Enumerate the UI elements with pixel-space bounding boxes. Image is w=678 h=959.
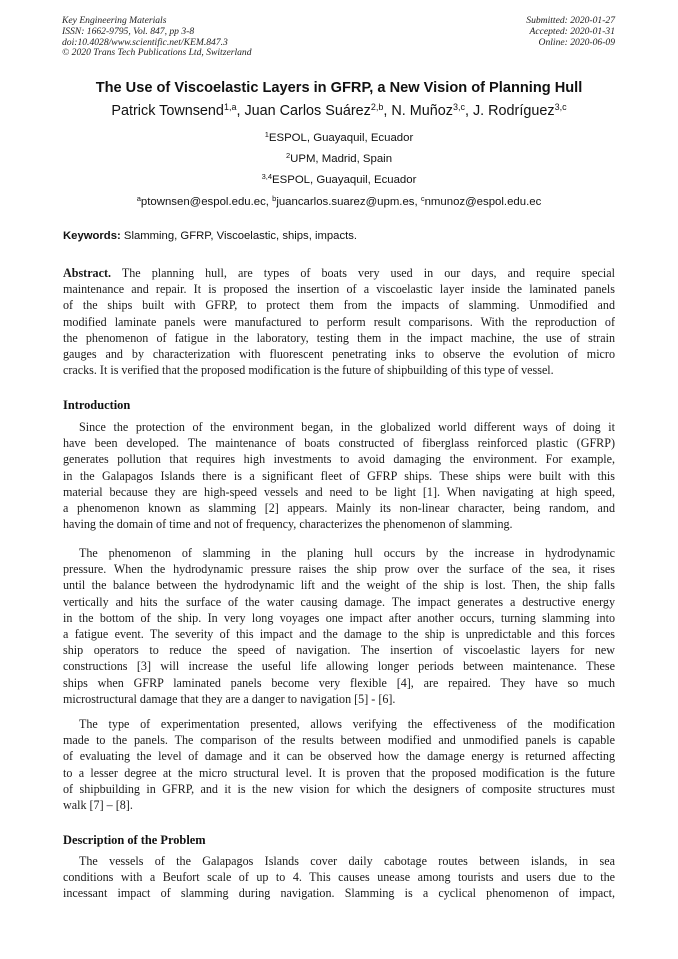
body-line: microstructural damage that they are a danger to navigation [5] - [6].	[63, 691, 396, 706]
body-line: conditions with a Beufort scale of up to 4. This causes unease among tourists and users due to the	[63, 870, 615, 885]
body-line: constructions [3] will increase the useful life allowing longer periods between maintenance. These	[63, 659, 615, 674]
abstract-line: maintenance and repair. It is proposed the insertion of a viscoelastic layer inside the laminated panels	[63, 282, 615, 297]
affiliation-sup: 3,4	[261, 172, 273, 181]
email-link[interactable]: nmunoz@espol.edu.ec	[424, 196, 542, 208]
body-line: in the Galapagos Islands there is a significant fleet of GFRP ships. These ships were built with this	[63, 468, 615, 483]
body-line: The type of experimentation presented, allows verifying the effectiveness of the modification	[79, 717, 615, 731]
paper-title: The Use of Viscoelastic Layers in GFRP, a New Vision of Planning Hull	[95, 80, 583, 96]
author-name: , J. Rodríguez	[464, 103, 555, 119]
abstract-line: the phenomenon of fatigue in the laboratory, testing them in the impact machine, the use of strain	[63, 330, 615, 345]
author-name: Patrick Townsend	[111, 103, 224, 119]
problem-paragraph-1	[63, 853, 615, 902]
body-line: to a lesser degree at the micro structural level. It is proven that the proposed modification is the future	[63, 765, 615, 780]
affiliation-text: UPM, Madrid, Spain	[290, 153, 393, 165]
submission-dates	[526, 16, 615, 48]
author-list	[0, 103, 678, 119]
body-line: of evaluating the level of damage and it can be observed how the damage energy is returned affecting	[63, 749, 615, 764]
body-line: ships when GFRP laminated panels become very flexible [4], are repaired. They have so much	[63, 675, 615, 690]
email-link[interactable]: juancarlos.suarez@upm.es,	[276, 196, 421, 208]
abstract-text: The planning hull, are types of boats very used in our days, and require special	[111, 266, 615, 280]
body-line: a phenomenon known as slamming [2] appears. Mainly its non-linear character, being random, and	[63, 501, 615, 516]
abstract-line: of the ships built with GFRP, to protect them from the impacts of slamming. Unmodified and	[63, 298, 615, 313]
abstract-line	[63, 265, 615, 281]
body-line: a fatigue event. The severity of this impact and the damage to the ship is unpredictable and this forces	[63, 627, 615, 642]
affiliation-sup: 2	[285, 151, 291, 160]
copyright-line: © 2020 Trans Tech Publications Ltd, Switzerland	[62, 47, 252, 59]
affiliation-text: ESPOL, Guayaquil, Ecuador	[268, 132, 414, 144]
affiliation-text: ESPOL, Guayaquil, Ecuador	[272, 174, 417, 186]
section-heading-introduction: Introduction	[63, 398, 131, 412]
abstract-label: Abstract.	[63, 266, 112, 280]
abstract-line: cracks. It is verified that the proposed modification is the future of shipbuilding of this type of vessel.	[63, 363, 554, 378]
doi-line: doi:10.4028/www.scientific.net/KEM.847.3	[62, 36, 228, 48]
body-line: in the bottom of the ship. In very long voyages one impact after another occurs, turning slamming into	[63, 610, 615, 625]
section-heading-problem: Description of the Problem	[63, 833, 206, 847]
body-line: Since the protection of the environment began, in the globalized world different ways of doing it	[79, 420, 615, 434]
body-line: generates pollution that requires high investments to avoid damaging the environment. For example,	[63, 452, 615, 467]
body-line: of shipbuilding in GFRP, and it is the new vision for which the designers of composite structures must	[63, 781, 615, 796]
affiliation-2	[0, 153, 678, 165]
author-sup: 3,c	[452, 102, 465, 112]
submitted-date: Submitted: 2020-01-27	[526, 15, 615, 26]
body-line: having the domain of time and not of frequency, characterizes the phenomenon of slamming.	[63, 517, 513, 532]
email-sup: b	[272, 194, 277, 203]
journal-info	[62, 16, 252, 59]
journal-name: Key Engineering Materials	[62, 15, 167, 26]
body-line: until the balance between the hydrodynamic lift and the weight of the ship is lost. Then, the ship falls	[63, 578, 615, 593]
author-name: , Juan Carlos Suárez	[236, 103, 371, 119]
author-sup: 2,b	[370, 102, 384, 112]
body-line: material because they are high-speed vessels and need to be light [1]. When navigating at high speed,	[63, 484, 615, 499]
keywords-text: Slamming, GFRP, Viscoelastic, ships, impacts.	[120, 230, 358, 242]
author-emails	[0, 196, 678, 208]
intro-paragraph-1	[63, 419, 615, 532]
body-line: have been developed. The maintenance of boats constructed of fiberglass reinforced plastic (GFRP)	[63, 436, 615, 451]
abstract	[63, 265, 615, 378]
body-line: ship operators to reduce the speed of navigation. The insertion of viscoelastic layers for new	[63, 643, 615, 658]
body-line: The phenomenon of slamming in the planing hull occurs by the increase in hydrodynamic	[79, 546, 615, 560]
intro-paragraph-3	[63, 716, 615, 813]
online-date: Online: 2020-06-09	[538, 36, 615, 48]
keywords-label: Keywords:	[63, 230, 121, 242]
body-line: incessant impact of slamming during navigation. Slamming is a cyclical phenomenon of impact,	[63, 886, 615, 901]
body-line: The vessels of the Galapagos Islands cover daily cabotage routes between islands, in sea	[79, 854, 615, 868]
keywords-line	[63, 230, 357, 242]
abstract-line: modified laminate panels were manufactured to perform result comparisons. With the reproduction of	[63, 314, 615, 329]
abstract-line: gauges and by characterization with fluorescent penetrating inks to observe the evolution of micro	[63, 347, 615, 362]
author-name: , N. Muñoz	[383, 103, 453, 119]
email-link[interactable]: ptownsen@espol.edu.ec,	[140, 196, 273, 208]
author-sup: 1,a	[223, 102, 237, 112]
email-sup: a	[136, 194, 141, 203]
email-sup: c	[420, 194, 425, 203]
affiliation-1	[0, 132, 678, 144]
body-line: made to the panels. The comparison of the results between modified and unmodified panels is capable	[63, 733, 615, 748]
body-line: vertically and hits the surface of the water causing damage. The impact generates a destructive energy	[63, 594, 615, 609]
accepted-date: Accepted: 2020-01-31	[529, 25, 615, 37]
body-line: walk [7] – [8].	[63, 798, 133, 813]
body-line: pressure. When the hydrodynamic pressure raises the ship prow over the surface of the sea, it rises	[63, 562, 615, 577]
intro-paragraph-2	[63, 545, 615, 707]
affiliation-3	[0, 174, 678, 186]
issn-line: ISSN: 1662-9795, Vol. 847, pp 3-8	[62, 25, 195, 37]
affiliation-sup: 1	[264, 130, 269, 139]
author-sup: 3,c	[554, 102, 567, 112]
